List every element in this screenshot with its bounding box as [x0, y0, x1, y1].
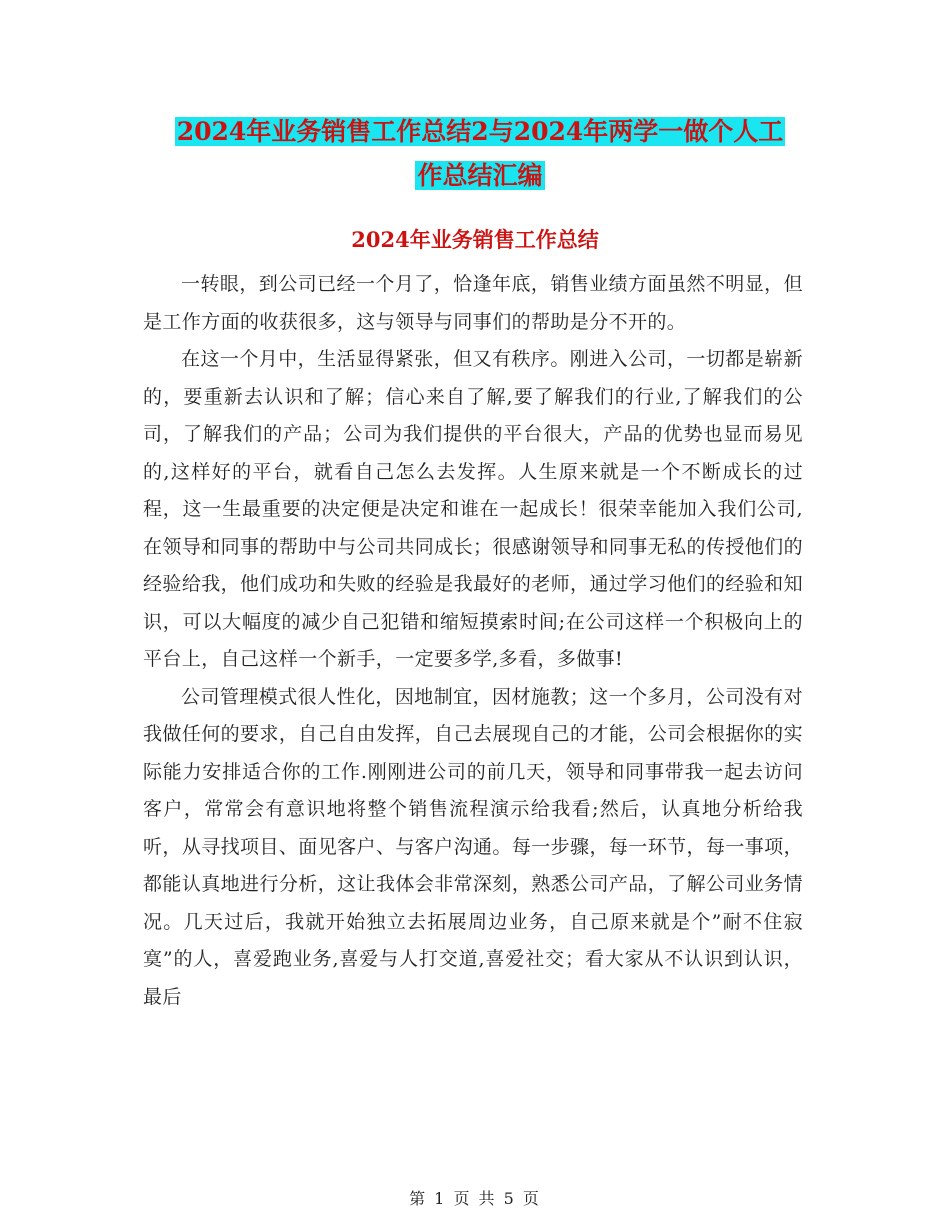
- document-title-line2: 作总结汇编: [417, 161, 543, 190]
- document-title-line1: 2024年业务销售工作总结2与2024年两学一做个人工: [176, 117, 784, 146]
- section-title: 2024年业务销售工作总结: [351, 227, 599, 252]
- paragraph: 公司管理模式很人性化，因地制宜，因材施教；这一个多月，公司没有对我做任何的要求，自己自由发挥，自己去展现自己的才能，公司会根据你的实际能力安排适合你的工作.刚刚进公司的前几天，领导和同事带我一起去访问客户，常常会有意识地将整个销售流程演示给我看;然后，认真地分析给我听，从寻找项目、面见客户、与客户沟通。每一步骤，每一环节，每一事项，都能认真地进行分析，这让我体会非常深刻，熟悉公司产品，了解公司业务情况。几天过后，我就开始独立去拓展周边业务，自己原来就是个”耐不住寂寞”的人，喜爱跑业务,喜爱与人打交道,喜爱社交；看大家从不认识到认识，最后: [143, 685, 803, 1008]
- document-body: [143, 266, 803, 1016]
- page-footer: 第 1 页 共 5 页: [409, 1189, 541, 1208]
- document-title: [130, 110, 830, 198]
- paragraph: 一转眼，到公司已经一个月了，恰逢年底，销售业绩方面虽然不明显，但是工作方面的收获很多，这与领导与同事们的帮助是分不开的。: [143, 273, 803, 333]
- paragraph: 在这一个月中，生活显得紧张，但又有秩序。刚进入公司，一切都是崭新的，要重新去认识和了解；信心来自了解,要了解我们的行业,了解我们的公司，了解我们的产品；公司为我们提供的平台很大，产品的优势也显而易见的,这样好的平台，就看自己怎么去发挥。人生原来就是一个不断成长的过程，这一生最重要的决定便是决定和谁在一起成长！很荣幸能加入我们公司,在领导和同事的帮助中与公司共同成长；很感谢领导和同事无私的传授他们的经验给我，他们成功和失败的经验是我最好的老师，通过学习他们的经验和知识，可以大幅度的减少自己犯错和缩短摸索时间;在公司这样一个积极向上的平台上，自己这样一个新手，一定要多学,多看，多做事!: [143, 348, 803, 670]
